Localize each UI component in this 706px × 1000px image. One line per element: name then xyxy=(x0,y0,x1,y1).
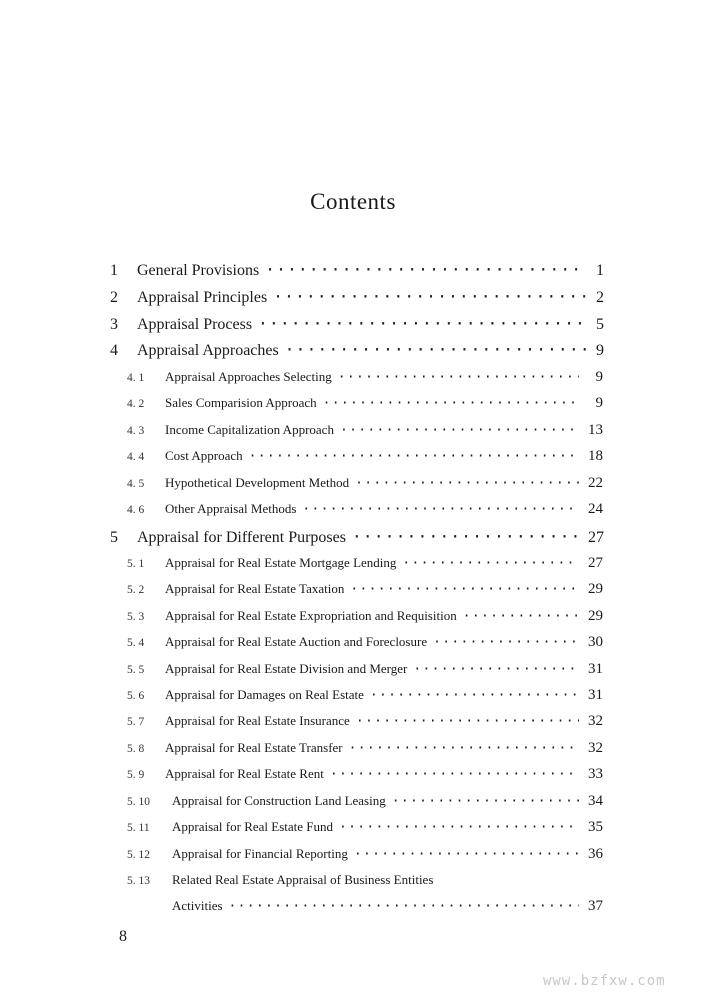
section-title: Related Real Estate Appraisal of Business Entities xyxy=(172,872,434,887)
page-number: 9 xyxy=(596,342,604,359)
section-title: Appraisal for Real Estate Division and Merger xyxy=(165,661,408,676)
page-number: 13 xyxy=(588,422,603,438)
section-title: Hypothetical Development Method xyxy=(165,475,350,490)
leader-dots xyxy=(402,556,579,571)
page-number: 34 xyxy=(588,793,603,809)
section-number: 4. 3 xyxy=(127,425,145,437)
leader-dots xyxy=(265,260,586,279)
toc-entry[interactable] xyxy=(110,527,604,547)
section-title: Income Capitalization Approach xyxy=(165,422,334,437)
toc-subentry[interactable] xyxy=(127,713,603,730)
toc-subentry-continuation[interactable] xyxy=(172,898,603,915)
page-number: 32 xyxy=(588,740,603,756)
leader-dots xyxy=(433,635,579,650)
leader-dots xyxy=(349,741,579,756)
section-title: Appraisal for Construction Land Leasing xyxy=(172,793,386,808)
leader-dots xyxy=(340,423,579,438)
section-title: Appraisal Approaches xyxy=(137,342,279,359)
section-title: Other Appraisal Methods xyxy=(165,501,297,516)
section-title: Appraisal for Real Estate Transfer xyxy=(165,740,343,755)
toc-subentry[interactable] xyxy=(127,395,603,412)
leader-dots xyxy=(350,582,579,597)
toc-subentry[interactable] xyxy=(127,581,603,598)
section-title: Appraisal for Real Estate Expropriation and Requisition xyxy=(165,608,457,623)
page-number: 36 xyxy=(588,846,603,862)
section-title: Sales Comparision Approach xyxy=(165,395,317,410)
leader-dots xyxy=(413,662,579,677)
section-number: 4. 4 xyxy=(127,451,145,463)
toc-entry[interactable] xyxy=(110,340,604,360)
section-title: Appraisal for Different Purposes xyxy=(137,529,346,546)
page-number: 27 xyxy=(588,555,603,571)
leader-dots xyxy=(338,370,579,385)
page-number: 1 xyxy=(596,262,604,279)
toc-subentry[interactable] xyxy=(127,422,603,439)
page-number: 22 xyxy=(588,475,603,491)
toc-subentry[interactable] xyxy=(127,766,603,783)
section-number: 5. 1 xyxy=(127,558,145,570)
section-number: 4. 2 xyxy=(127,398,145,410)
page-number: 29 xyxy=(588,581,603,597)
toc-entry[interactable] xyxy=(110,314,604,334)
page-number: 31 xyxy=(588,687,603,703)
leader-dots xyxy=(392,794,579,809)
leader-dots xyxy=(273,287,586,306)
folio-page-number: 8 xyxy=(119,928,127,945)
section-title-continuation: Activities xyxy=(172,898,223,913)
section-title: Appraisal for Real Estate Mortgage Lending xyxy=(165,555,397,570)
leader-dots xyxy=(285,340,586,359)
leader-dots xyxy=(352,527,582,546)
section-number: 5 xyxy=(110,529,118,546)
section-number: 5. 4 xyxy=(127,637,145,649)
section-number: 5. 2 xyxy=(127,584,145,596)
section-number: 5. 3 xyxy=(127,611,145,623)
section-number: 2 xyxy=(110,289,118,306)
toc-subentry[interactable] xyxy=(127,555,603,572)
toc-subentry[interactable] xyxy=(127,793,603,810)
section-number: 1 xyxy=(110,262,118,279)
section-number: 5. 9 xyxy=(127,769,145,781)
section-number: 5. 8 xyxy=(127,743,145,755)
section-title: Appraisal for Financial Reporting xyxy=(172,846,348,861)
leader-dots xyxy=(323,396,579,411)
section-title: Cost Approach xyxy=(165,448,243,463)
page-number: 33 xyxy=(588,766,603,782)
section-number: 5. 5 xyxy=(127,664,145,676)
toc-entry[interactable] xyxy=(110,287,604,307)
toc-entry[interactable] xyxy=(110,260,604,280)
page-number: 37 xyxy=(588,898,603,914)
page-number: 18 xyxy=(588,448,603,464)
section-title: Appraisal for Damages on Real Estate xyxy=(165,687,364,702)
page-number: 30 xyxy=(588,634,603,650)
section-number: 5. 10 xyxy=(127,796,150,808)
leader-dots xyxy=(249,449,579,464)
leader-dots xyxy=(258,314,586,333)
toc-subentry[interactable] xyxy=(127,846,603,863)
section-title: Appraisal Process xyxy=(137,316,253,333)
toc-subentry[interactable] xyxy=(127,634,603,651)
toc-subentry[interactable] xyxy=(127,740,603,757)
toc-subentry[interactable] xyxy=(127,501,603,518)
section-title: Appraisal for Real Estate Rent xyxy=(165,766,324,781)
page-title: Contents xyxy=(310,189,396,214)
leader-dots xyxy=(463,609,579,624)
toc-subentry-first-line[interactable] xyxy=(127,872,433,888)
page-number: 27 xyxy=(588,529,604,546)
section-number: 4. 1 xyxy=(127,372,145,384)
section-number: 5. 12 xyxy=(127,849,150,861)
section-title: Appraisal for Real Estate Insurance xyxy=(165,713,350,728)
page-number: 9 xyxy=(595,395,603,411)
section-number: 5. 11 xyxy=(127,822,150,834)
section-number: 4 xyxy=(110,342,118,359)
section-title: Appraisal Approaches Selecting xyxy=(165,369,332,384)
section-number: 5. 13 xyxy=(127,875,150,887)
toc-subentry[interactable] xyxy=(127,819,603,836)
page-number: 29 xyxy=(588,608,603,624)
page-number: 2 xyxy=(596,289,604,306)
watermark: www.bzfxw.com xyxy=(543,973,666,989)
section-title: Appraisal for Real Estate Fund xyxy=(172,819,334,834)
section-title: Appraisal Principles xyxy=(137,289,268,306)
toc-subentry[interactable] xyxy=(127,475,603,492)
page-number: 5 xyxy=(596,316,604,333)
leader-dots xyxy=(302,502,579,517)
leader-dots xyxy=(339,820,579,835)
section-title: General Provisions xyxy=(137,262,260,279)
leader-dots xyxy=(355,476,579,491)
page-number: 32 xyxy=(588,713,603,729)
section-title: Appraisal for Real Estate Auction and Foreclosure xyxy=(165,634,428,649)
page-number: 31 xyxy=(588,661,603,677)
toc-subentry[interactable] xyxy=(127,369,603,386)
section-number: 4. 5 xyxy=(127,478,145,490)
leader-dots xyxy=(330,767,579,782)
section-title: Appraisal for Real Estate Taxation xyxy=(165,581,345,596)
section-number: 4. 6 xyxy=(127,504,145,516)
page-number: 35 xyxy=(588,819,603,835)
toc-subentry[interactable] xyxy=(127,608,603,625)
page-number: 9 xyxy=(595,369,603,385)
leader-dots xyxy=(370,688,579,703)
toc-subentry[interactable] xyxy=(127,661,603,678)
section-number: 5. 6 xyxy=(127,690,145,702)
page-number: 24 xyxy=(588,501,603,517)
leader-dots xyxy=(356,714,579,729)
toc-subentry[interactable] xyxy=(127,687,603,704)
toc-subentry[interactable] xyxy=(127,448,603,465)
section-number: 5. 7 xyxy=(127,716,145,728)
section-number: 3 xyxy=(110,316,118,333)
leader-dots xyxy=(354,847,579,862)
leader-dots xyxy=(229,899,579,914)
